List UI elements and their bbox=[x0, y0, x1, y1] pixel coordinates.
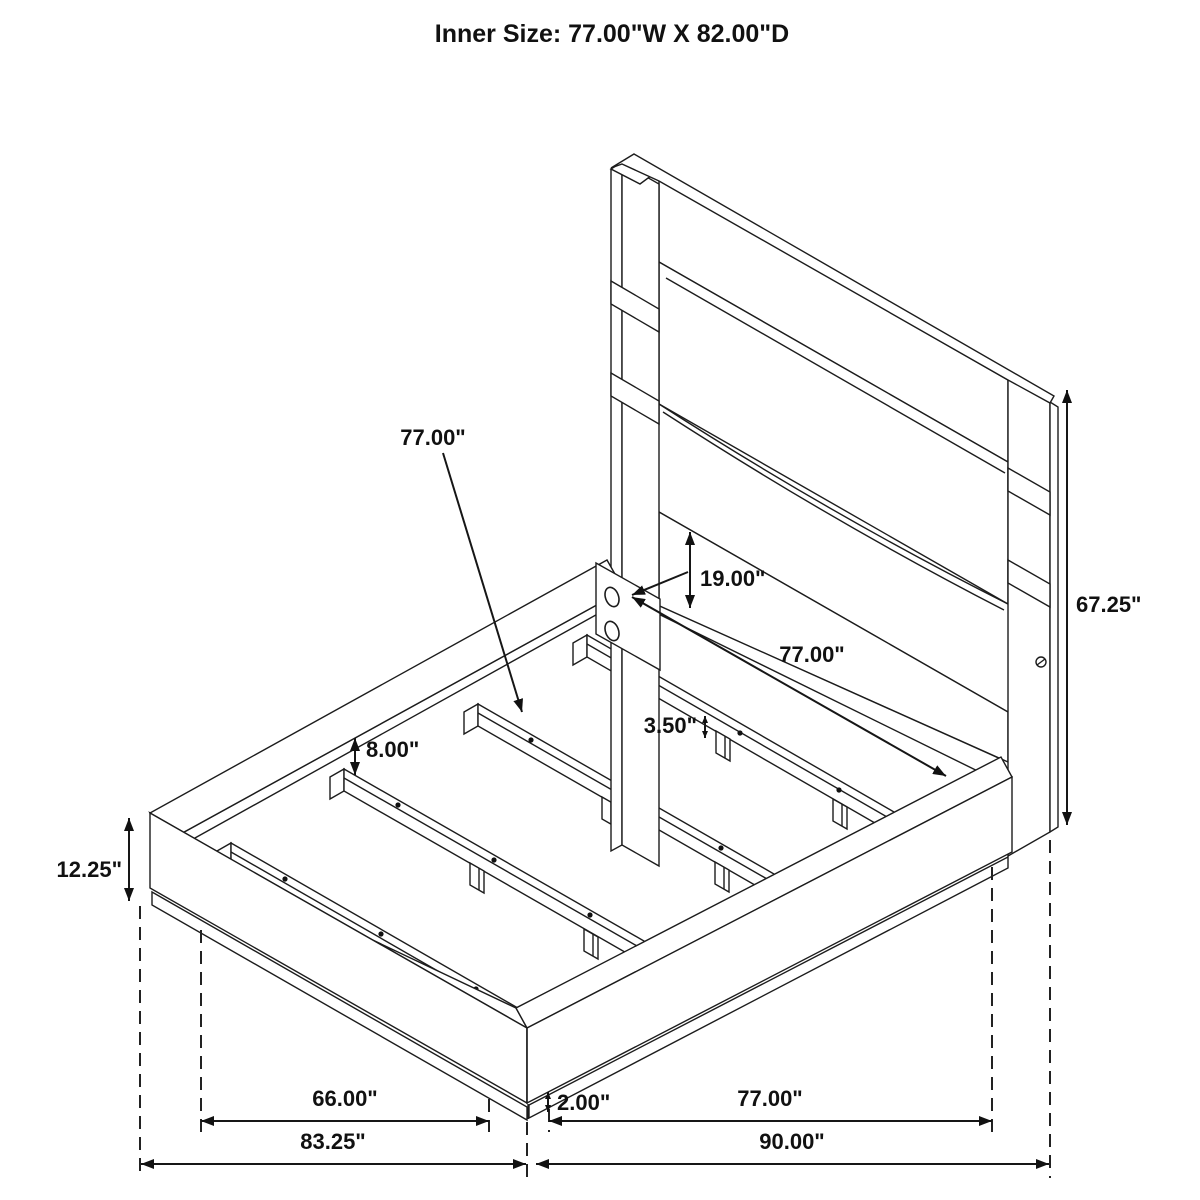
dim-base-inner-width: 66.00" bbox=[312, 1086, 378, 1111]
diagram-title: Inner Size: 77.00"W X 82.00"D bbox=[434, 20, 790, 48]
dim-slat-length: 77.00" bbox=[400, 425, 466, 450]
dim-platform-depth: 77.00" bbox=[737, 1086, 803, 1111]
dim-overall-width: 83.25" bbox=[300, 1129, 366, 1154]
dim-slat-leg: 3.50" bbox=[643, 713, 697, 738]
dim-headboard-height: 67.25" bbox=[1076, 592, 1142, 617]
headboard-right-post bbox=[1008, 378, 1058, 856]
headboard-left-post bbox=[611, 155, 659, 866]
dim-rail-drop: 8.00" bbox=[366, 737, 420, 762]
dim-panel-to-deck: 19.00" bbox=[700, 566, 766, 591]
dim-base-plinth: 2.00" bbox=[557, 1090, 611, 1115]
dim-overall-depth: 90.00" bbox=[759, 1129, 825, 1154]
dim-platform-height: 12.25" bbox=[56, 857, 122, 882]
dim-inner-width: 77.00" bbox=[779, 642, 845, 667]
